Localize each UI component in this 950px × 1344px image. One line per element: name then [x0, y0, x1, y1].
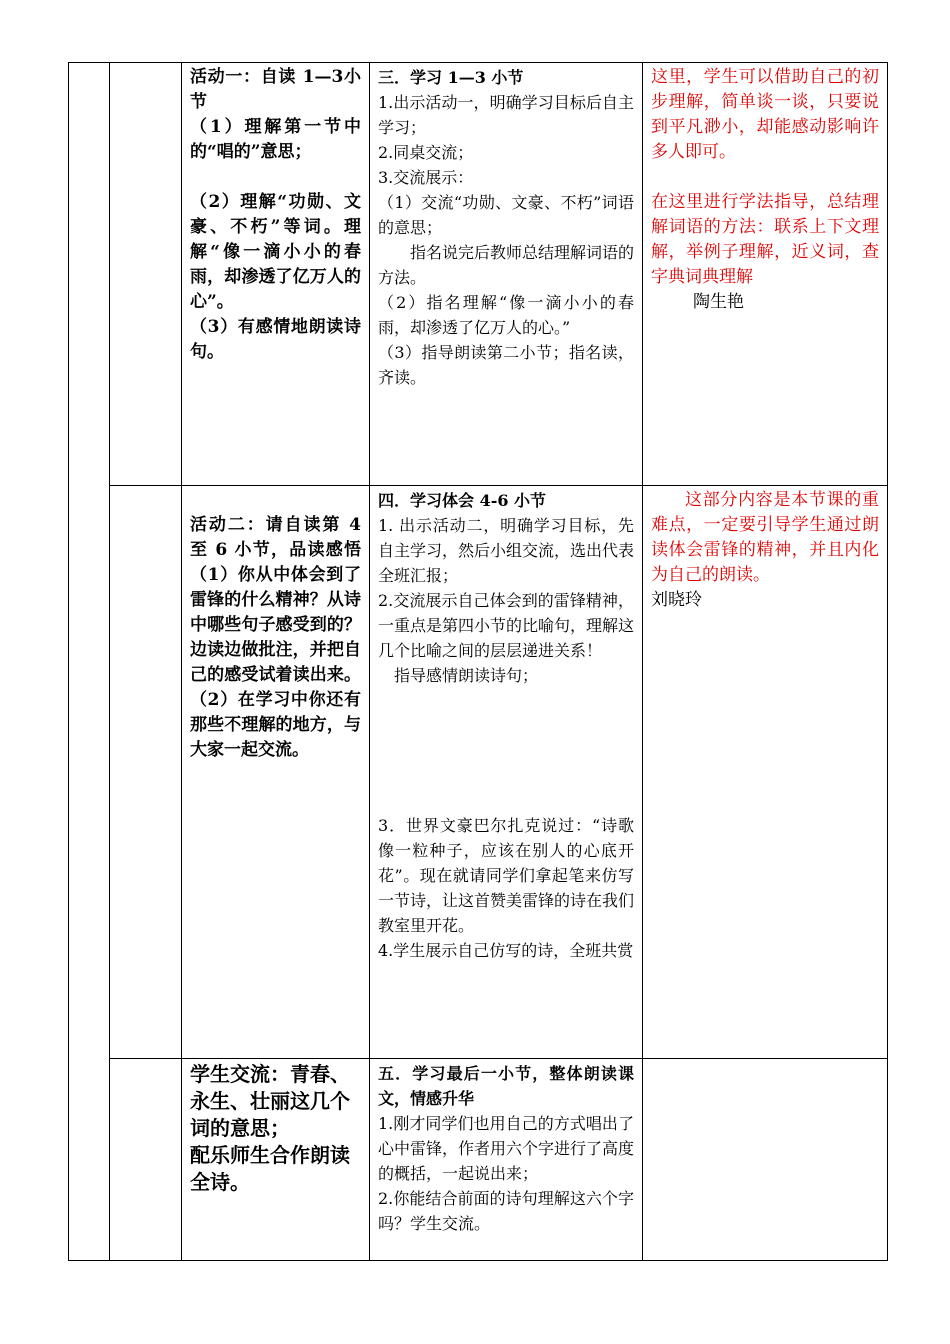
process-step: 指名说完后教师总结理解词语的方法。: [378, 243, 635, 287]
process-step: 4.学生展示自己仿写的诗，全班共赏: [378, 941, 634, 960]
process-step: 1. 出示活动二，明确学习目标，先自主学习，然后小组交流，选出代表全班汇报；: [378, 516, 635, 585]
notes-cell: [643, 486, 888, 1059]
process-step: 3.交流展示：: [378, 168, 474, 187]
table-row: [69, 486, 888, 1059]
process-step: （2）指名理解“像一滴小小的春雨，却渗透了亿万人的心。”: [378, 293, 634, 337]
notes-cell: [643, 63, 888, 486]
process-step: （3）指导朗读第二小节；指名读，齐读。: [378, 343, 634, 387]
blank-cell: [110, 63, 182, 486]
blank-cell: [110, 486, 182, 1059]
process-step: （1）交流“功勋、文豪、不朽”词语的意思；: [378, 193, 634, 237]
process-cell: [370, 1059, 643, 1261]
process-cell: [370, 63, 643, 486]
notes-cell: [643, 1059, 888, 1261]
process-spacer: [378, 688, 634, 813]
process-step: 指导感情朗读诗句；: [394, 666, 539, 685]
process-step: 1.刚才同学们也用自己的方式唱出了心中雷锋，作者用六个字进行了高度的概括，一起说出来；: [378, 1114, 635, 1183]
process-cell: [370, 486, 643, 1059]
activity-text: 学生交流：青春、永生、壮丽这几个词的意思；: [190, 1062, 350, 1140]
design-note: 这部分内容是本节课的重难点，一定要引导学生通过朗读体会雷锋的精神，并且内化为自己的朗读。: [651, 490, 879, 585]
process-step: 1.出示活动一，明确学习目标后自主学习；: [378, 93, 634, 137]
design-note: 这里，学生可以借助自己的初步理解，简单谈一谈，只要说到平凡渺小，却能感动影响许多人即可。: [651, 67, 879, 162]
activity-text: （1）理解第一节中的“唱的”意思；: [190, 117, 361, 162]
activity-text: 活动二：请自读第 4 至 6 小节，品读感悟（1）你从中体会到了雷锋的什么精神？从诗中哪些句子感受到的？边读边做批注，并把自己的感受试着读出来。（2）在学习中你还有那些不理解的地方，与大家一起交流。: [190, 515, 361, 760]
activity-text: （2）理解“功勋、文豪、不朽”等词。理解“像一滴小小的春雨，却渗透了亿万人的心”。: [190, 192, 361, 312]
process-step: 3．世界文豪巴尔扎克说过：“诗歌像一粒种子，应该在别人的心底开花”。现在就请同学们拿起笔来仿写一节诗，让这首赞美雷锋的诗在我们教室里开花。: [378, 816, 635, 935]
activity-spacer: [190, 165, 361, 190]
activity-text: 配乐师生合作朗读全诗。: [190, 1143, 350, 1194]
activity-text: （3）有感情地朗读诗句。: [190, 317, 361, 362]
table-row: [69, 1059, 888, 1261]
process-step: 2.同桌交流；: [378, 143, 474, 162]
blank-cell: [110, 1059, 182, 1261]
lesson-plan-table: [68, 62, 888, 1261]
activity-cell: [182, 486, 370, 1059]
note-author: 刘晓玲: [651, 590, 702, 610]
activity-text: 活动一：自读 1—3小节: [190, 67, 361, 112]
table-row: [69, 63, 888, 486]
note-author: 陶生艳: [693, 292, 744, 312]
activity-cell: [182, 1059, 370, 1261]
blank-column: [69, 63, 110, 1261]
note-spacer: [651, 165, 879, 190]
section-title: 三．学习 1—3 小节: [378, 68, 524, 87]
process-step: 2.交流展示自己体会到的雷锋精神，一重点是第四小节的比喻句，理解这几个比喻之间的层层递进关系！: [378, 591, 635, 660]
section-title: 四．学习体会 4-6 小节: [378, 491, 547, 510]
activity-cell: [182, 63, 370, 486]
process-step: 2.你能结合前面的诗句理解这六个字吗？学生交流。: [378, 1189, 634, 1233]
section-title: 五．学习最后一小节，整体朗读课文，情感升华: [378, 1064, 634, 1108]
design-note: 在这里进行学法指导，总结理解词语的方法：联系上下文理解，举例子理解，近义词，查字典词典理解: [651, 192, 879, 287]
